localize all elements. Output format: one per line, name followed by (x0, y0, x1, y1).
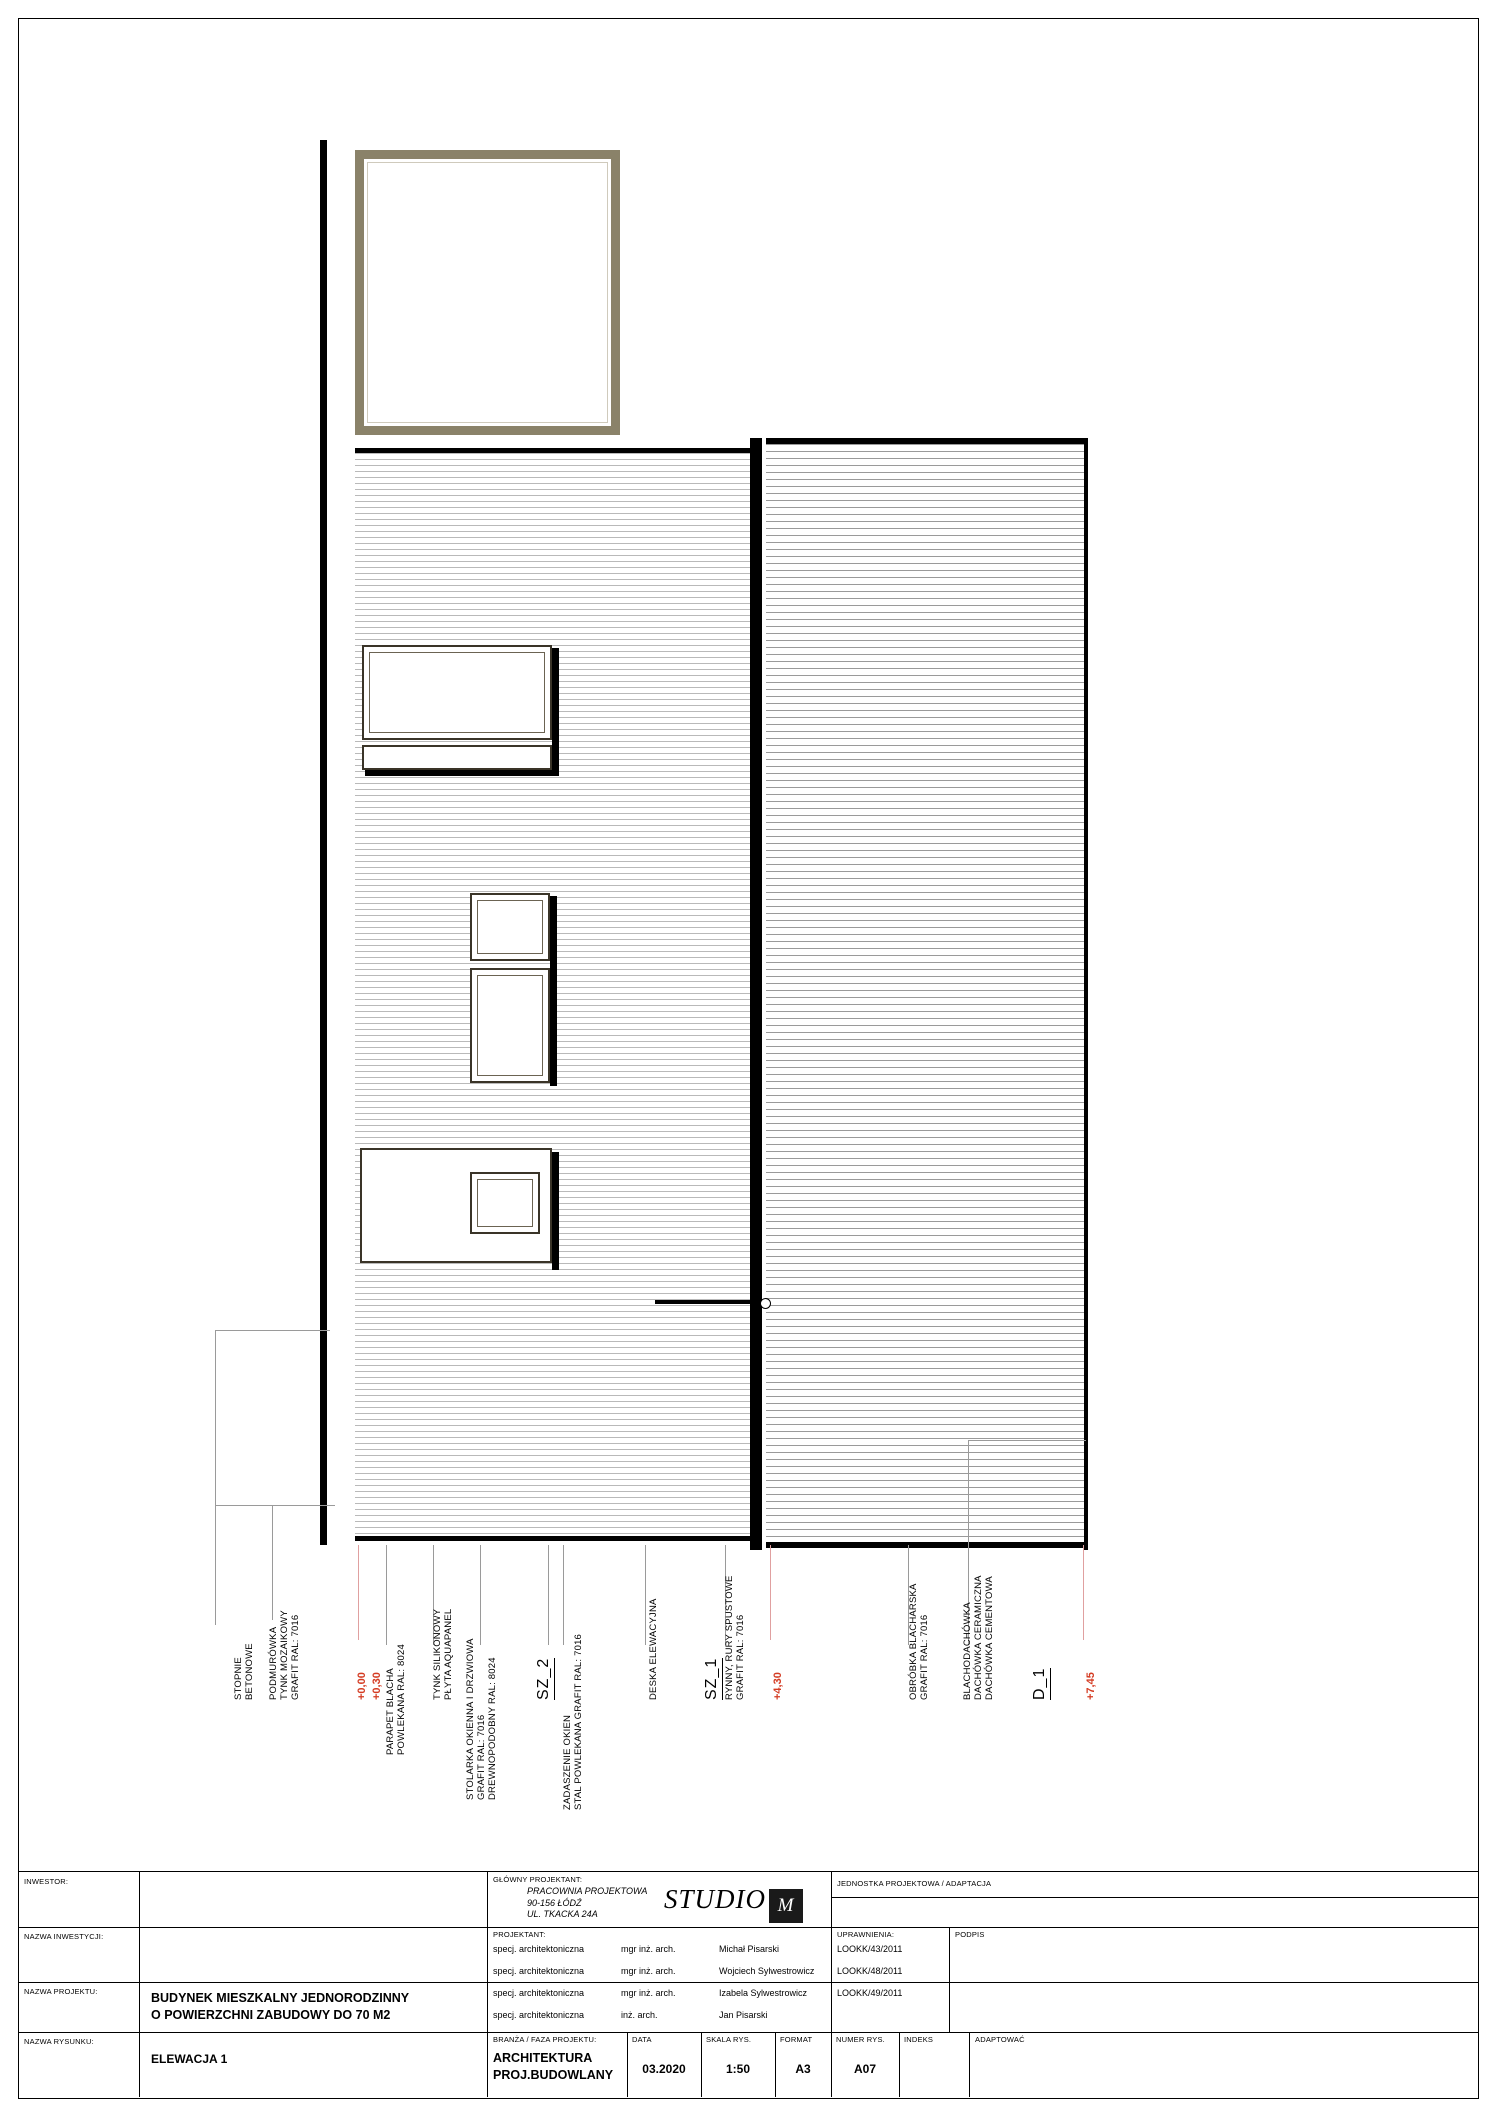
leader-zadaszenie (563, 1545, 564, 1645)
tb-hline-3 (19, 2032, 1478, 2033)
designer-row-2-name: Izabela Sylwestrowicz (719, 1988, 808, 1998)
window-middle-shadow (550, 896, 557, 1086)
entrance-canopy (655, 1300, 760, 1304)
number-value: A07 (853, 2062, 876, 2076)
tag-sz2: SZ_2 (535, 1658, 553, 1700)
annotation-obrobka: OBRÓBKA BLACHARSKA GRAFIT RAL: 7016 (908, 1583, 930, 1700)
level-marker-000: +0,00 (356, 1672, 368, 1700)
label-designers: PROJEKTANT: (493, 1930, 546, 1939)
label-index: INDEKS (904, 2035, 934, 2044)
facade-right-panel (766, 438, 1086, 1548)
designer-row-1-name: Wojciech Sylwestrowicz (719, 1966, 815, 1976)
leader-stopnie-h (215, 1330, 330, 1331)
window-middle-top-pane (477, 900, 543, 954)
window-lower-inner (470, 1172, 540, 1234)
window-middle-bottom-pane (477, 975, 543, 1076)
window-upper-shadow-right (552, 648, 559, 773)
studio-address: PRACOWNIA PROJEKTOWA 90-156 ŁÓDŹ UL. TKACKA 24A (527, 1886, 648, 1919)
window-middle-bottom (470, 968, 550, 1083)
tb-hline-1 (19, 1927, 1478, 1928)
annotation-deska: DESKA ELEWACYJNA (648, 1598, 659, 1700)
annotation-podmurowka: PODMURÓWKA TYNK MOZAIKOWY GRAFIT RAL: 7016 (268, 1610, 301, 1700)
window-middle-top (470, 893, 550, 961)
facade-middle-column (750, 438, 762, 1550)
annotation-zadaszenie: ZADASZENIE OKIEN STAL POWLEKANA GRAFIT RAL: 7016 (562, 1633, 584, 1810)
studio-m-mark: M (769, 1889, 803, 1923)
window-lower-inner-pane (477, 1179, 533, 1227)
label-adapt: ADAPTOWAĆ (975, 2035, 1025, 2044)
label-licence: UPRAWNIENIA: (837, 1930, 895, 1939)
label-investment: NAZWA INWESTYCJI: (24, 1932, 104, 1941)
tb-vline-4 (949, 1927, 950, 2032)
leader-deska (645, 1545, 646, 1645)
licence-1: LOOKK/48/2011 (837, 1966, 903, 1976)
studio-logo (664, 1884, 803, 1923)
tb-vline-2 (487, 1872, 488, 2097)
designer-row-1-title: mgr inż. arch. (621, 1966, 676, 1976)
label-project: NAZWA PROJEKTU: (24, 1987, 98, 1996)
leader-sz2 (548, 1545, 549, 1645)
tag-sz1: SZ_1 (703, 1658, 721, 1700)
leader-stolarka (480, 1545, 481, 1645)
tb-vline-1 (139, 1872, 140, 2097)
format-value: A3 (795, 2062, 811, 2076)
designer-row-0-title: mgr inż. arch. (621, 1944, 676, 1954)
designer-row-0-name: Michał Pisarski (719, 1944, 780, 1954)
label-main-designer: GŁÓWNY PROJEKTANT: (493, 1875, 583, 1884)
studio-wordmark: STUDIO (664, 1884, 767, 1914)
leader-stopnie-h2 (215, 1505, 335, 1506)
designer-row-3-name: Jan Pisarski (719, 2010, 768, 2020)
tb-hline-2 (19, 1982, 1478, 1983)
chimney (355, 150, 620, 435)
label-signature: PODPIS (955, 1930, 985, 1939)
title-block (18, 1871, 1479, 2099)
leader-stopnie-v (215, 1330, 216, 1505)
drawing-name: ELEWACJA 1 (151, 2052, 228, 2066)
designer-row-2-spec: specj. architektoniczna (493, 1988, 585, 1998)
leader-blachodachowka-h (968, 1440, 1086, 1441)
project-name: BUDYNEK MIESZKALNY JEDNORODZINNY O POWIERZCHNI ZABUDOWY DO 70 M2 (151, 1991, 410, 2022)
left-wall-edge (320, 140, 327, 1545)
level-marker-430: +4,30 (772, 1672, 784, 1700)
window-upper-pane (369, 652, 545, 733)
label-branch: BRANŻA / FAZA PROJEKTU: (493, 2035, 597, 2044)
leader-level-430 (770, 1545, 771, 1640)
window-lower-shadow (552, 1152, 559, 1270)
date-value: 03.2020 (642, 2062, 686, 2076)
leader-parapet (386, 1545, 387, 1645)
label-unit: JEDNOSTKA PROJEKTOWA / ADAPTACJA (837, 1879, 992, 1888)
tag-d1: D_1 (1031, 1668, 1049, 1700)
tb-vline-8 (899, 2032, 900, 2097)
label-scale: SKALA RYS. (706, 2035, 752, 2044)
leader-podmurowka (272, 1505, 273, 1620)
designer-row-3-title: inż. arch. (621, 2010, 658, 2020)
scale-value: 1:50 (725, 2062, 751, 2076)
licence-0: LOOKK/43/2011 (837, 1944, 903, 1954)
tb-vline-9 (969, 2032, 970, 2097)
label-number: NUMER RYS. (836, 2035, 885, 2044)
leader-stopnie-v2 (215, 1505, 216, 1625)
chimney-inner-line (367, 162, 608, 423)
licence-2: LOOKK/49/2011 (837, 1988, 903, 1998)
label-date: DATA (632, 2035, 652, 2044)
annotation-blachodachowka: BLACHODACHÓWKA DACHÓWKA CERAMICZNA DACHÓWKA CEMENTOWA (962, 1575, 995, 1700)
window-upper-transom (362, 745, 552, 770)
branch-value: ARCHITEKTURA PROJ.BUDOWLANY (493, 2051, 614, 2082)
level-marker-030: +0,30 (371, 1672, 383, 1700)
designer-row-3-spec: specj. architektoniczna (493, 2010, 585, 2020)
designer-row-0-spec: specj. architektoniczna (493, 1944, 585, 1954)
canopy-node (760, 1298, 771, 1309)
annotation-stolarka: STOLARKA OKIENNA I DRZWIOWA GRAFIT RAL: 7016 DREWNOPODOBNY RAL: 8024 (465, 1638, 498, 1800)
label-investor: INWESTOR: (24, 1877, 69, 1886)
window-upper-shadow-bottom (365, 770, 559, 776)
window-upper (362, 645, 552, 740)
leader-level-000 (358, 1545, 359, 1640)
leader-level-745 (1083, 1545, 1084, 1640)
label-format: FORMAT (780, 2035, 813, 2044)
designer-row-2-title: mgr inż. arch. (621, 1988, 676, 1998)
facade-right-edge (1084, 438, 1088, 1550)
tb-hline-unit (831, 1897, 1478, 1898)
level-marker-745: +7,45 (1085, 1672, 1097, 1700)
annotation-rynny: RYNNY, RURY SPUSTOWE GRAFIT RAL: 7016 (724, 1575, 746, 1700)
label-drawing: NAZWA RYSUNKU: (24, 2037, 94, 2046)
annotation-stopnie-betonowe: STOPNIE BETONOWE (233, 1643, 255, 1700)
designer-row-1-spec: specj. architektoniczna (493, 1966, 585, 1976)
annotation-aquapanel: TYNK SILIKONOWY PŁYTA AQUAPANEL (432, 1608, 454, 1700)
annotation-parapet: PARAPET BLACHA POWLEKANA RAL: 8024 (385, 1644, 407, 1755)
